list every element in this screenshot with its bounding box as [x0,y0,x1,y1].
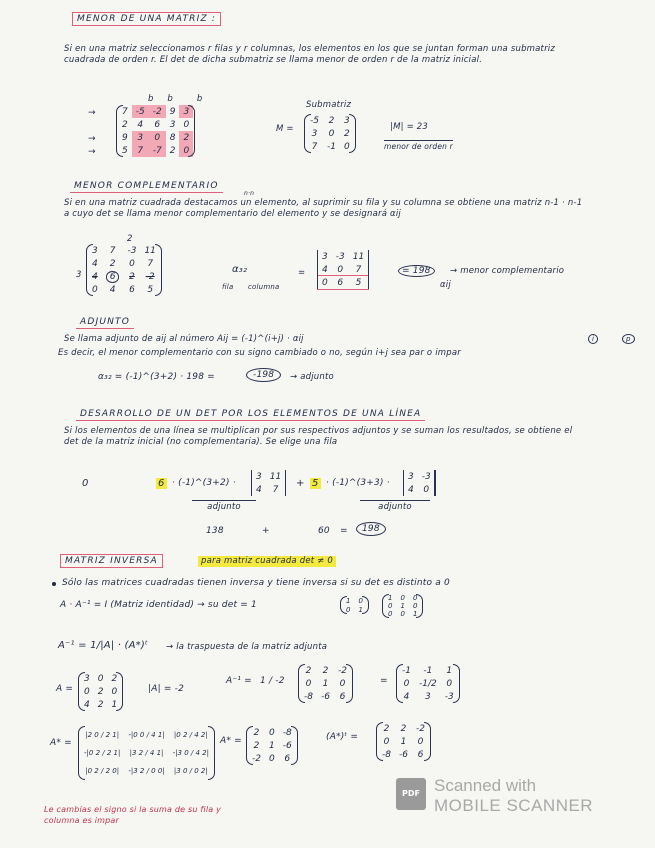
desarrollo-text: Si los elementos de una línea se multiplican por sus respectivos adjuntos y se suman los resultados, se obtiene el det de la matriz inicial (no complementaria). Se elige una fila [64,426,573,447]
par-mark: p [622,334,635,345]
bullet-dot [52,582,56,586]
alpha-32: α₃₂ [232,264,248,275]
impar-mark: i [588,334,598,345]
det-M: |M| = 23 [390,122,429,132]
Ainv-frac: 1 / -2 [260,676,285,686]
matrix-M: -5 2 3 3 0 2 7 -1 0 [306,114,354,153]
complementario-result: = 198 [398,266,435,277]
det-A: |A| = -2 [148,684,185,694]
term2-matrix: 3 -3 4 0 [404,470,435,496]
val-total: 198 [356,524,386,535]
matrix-A: 7 -5 -2 9 3 2 4 6 3 0 9 3 0 8 2 5 7 -7 2 0 [118,105,193,157]
col-marks: bb b [148,94,217,104]
adjunto-line1: Se llama adjunto de aij al número Aij = (-1)^(i+j) · αij [64,334,304,344]
Astar-label-2: A* = [220,736,242,746]
Ainv-equals: = [380,676,388,686]
row-index: 3 [76,270,82,280]
identity-3x3: 1 0 0 0 1 0 0 0 1 [384,594,421,618]
AstarT-label: (A*)ᵗ = [326,732,359,742]
alpha-ij: αij [440,280,451,290]
fila-label: fila [222,283,234,291]
Astar-cofactor-matrix: |2 0 / 2 1| -|0 0 / 4 1| |0 2 / 4 2| -|0 2 / 2 1| |3 2 / 4 1| -|3 0 / 4 2| |0 2 / 2 0| -|3 2 / 0 0| |3 0 / 0 2| [80,726,213,780]
plus-sign: + [296,478,305,489]
scanner-watermark [396,774,596,820]
matrix-M-label: M = [276,124,294,134]
Astar-label: A* = [50,738,72,748]
matrix-complementario: 3 7 -3 11 4 2 0 7 4 6 2 -2 0 4 6 5 [88,244,160,296]
Astar-value-matrix: 2 0 -8 2 1 -6 -2 0 6 [248,726,296,765]
inversa-formula: A⁻¹ = 1/|A| · (A*)ᵗ [58,640,149,651]
pdf-icon: PDF [396,778,426,810]
nn-superscript: n·n [244,190,255,197]
adjunto-line2: Es decir, el menor complementario con su signo cambiado o no, según i+j sea par o impar [58,348,461,358]
term1-matrix: 3 11 4 7 [252,470,285,496]
section-title-inversa: MATRIZ INVERSA [60,554,163,568]
val-plus: + [262,526,270,536]
det-matrix-complementario: 3 -3 11 4 0 7 0 6 5 [318,250,368,289]
complementario-note: → menor complementario [450,266,565,276]
Ainv-result-matrix: -1 -1 1 0 -1/2 0 4 3 -3 [398,664,458,703]
inversa-footnote: Le cambias el signo si la suma de su fila y columna es impar [44,805,222,825]
term2-coef: 5 [312,478,319,489]
inversa-subtitle: para matriz cuadrada det ≠ 0 [198,556,336,567]
inversa-bullet: Sólo las matrices cuadradas tienen inversa y tiene inversa si su det es distinto a 0 [62,578,450,588]
adjunto-result: -198 [246,370,281,381]
inversa-formula-note: → la traspuesta de la matriz adjunta [166,642,328,652]
section-title-adjunto: ADJUNTO [76,316,134,329]
identity-2x2: 1 0 0 1 [342,596,367,614]
columna-label: columna [248,283,280,291]
AstarT-value-matrix: 2 2 -2 0 1 0 -8 -6 6 [378,722,429,761]
watermark-line1: Scanned with [434,776,537,795]
row-arrow-3: → [88,147,96,157]
submatriz-label: Submatriz [306,100,352,110]
val-1: 138 [206,526,224,536]
equals-sign: = [298,268,306,278]
det-M-caption: menor de orden r [384,142,453,151]
menor-text: Si en una matriz seleccionamos r filas y r columnas, los elementos en los que se juntan forman una submatriz cuadrada de orden r. El det de dicha submatriz se llama menor de orden r de la matriz inicial. [64,44,556,65]
term1-pow: · (-1)^(3+2) · [172,478,236,488]
Ainv-label: A⁻¹ = [226,676,252,686]
identity-line: A · A⁻¹ = I (Matriz identidad) → su det = 1 [60,600,257,610]
row-arrow-2: → [88,134,96,144]
section-title-menor: MENOR DE UNA MATRIZ : [72,12,221,26]
row-arrow-1: → [88,108,96,118]
A-label: A = [56,684,74,694]
matrix-A-inv: 3 0 2 0 2 0 4 2 1 [80,672,121,711]
adjunto-brace-2: adjunto [360,500,430,513]
watermark-line2: MOBILE SCANNER [434,796,594,815]
desarrollo-zero: 0 [82,478,89,489]
adjunto-result-note: → adjunto [290,372,334,382]
adjunto-formula: α₃₂ = (-1)^(3+2) · 198 = [98,372,215,382]
section-title-complementario: MENOR COMPLEMENTARIO [70,180,223,193]
section-title-desarrollo: DESARROLLO DE UN DET POR LOS ELEMENTOS DE UNA LÍNEA [76,408,425,421]
col-index: 2 [127,234,133,244]
complementario-text: Si en una matriz cuadrada destacamos un elemento, al suprimir su fila y su columna se obtiene una matriz n-1 · n-1 a cuyo det se llama menor complementario del elemento y se designará αij [64,198,583,219]
adjunto-brace-1: adjunto [192,500,256,513]
val-2: 60 [318,526,330,536]
term1-coef: 6 [158,478,165,489]
val-equals: = [340,526,348,536]
term2-pow: · (-1)^(3+3) · [326,478,390,488]
Ainv-mid-matrix: 2 2 -2 0 1 0 -8 -6 6 [300,664,351,703]
